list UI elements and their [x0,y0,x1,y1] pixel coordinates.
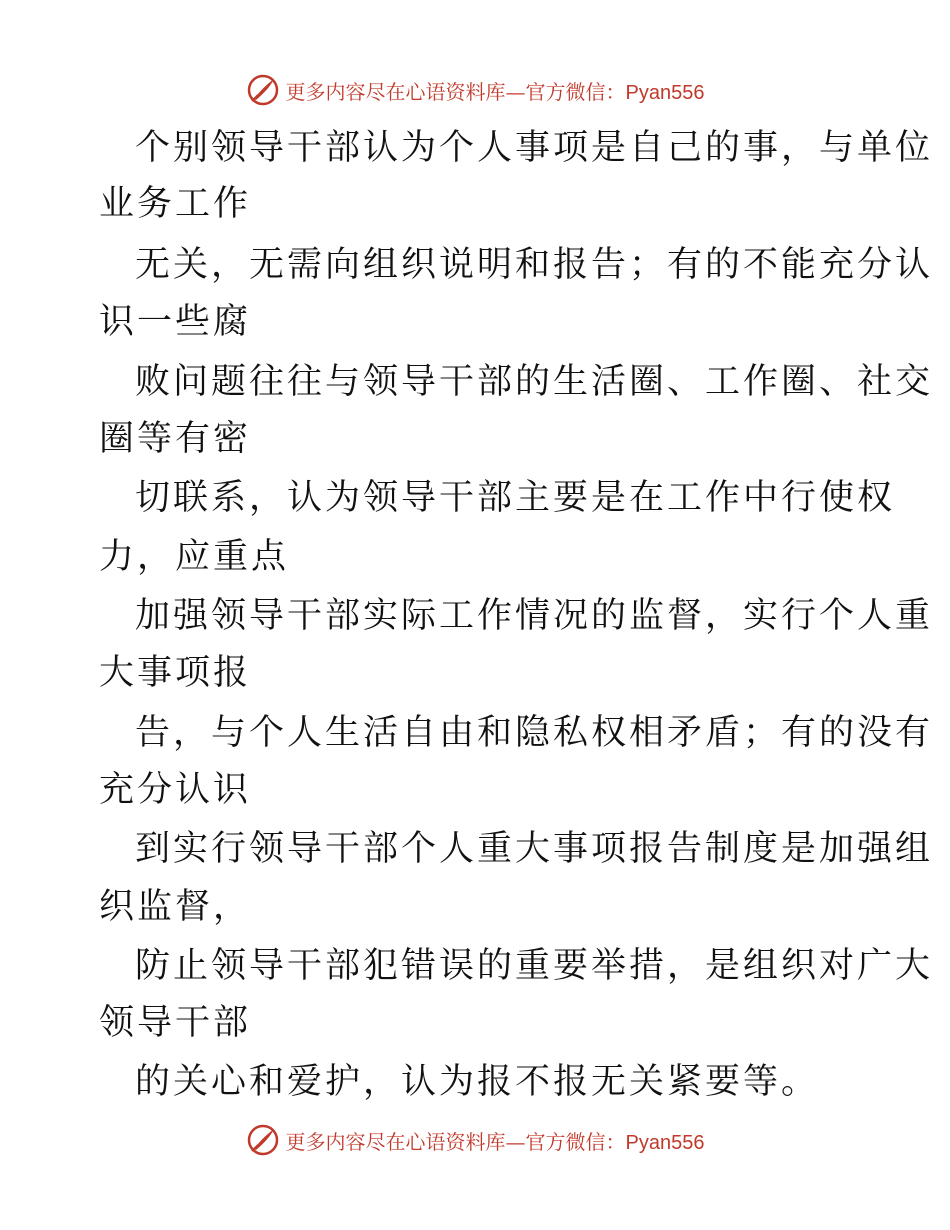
header-banner [0,70,950,110]
text-line: 加强领导干部实际工作情况的监督，实行个人重 [135,596,934,636]
banner-wechat-id: Pyan556 [625,81,705,104]
banner-official-label: 官方微信： [525,1129,626,1154]
banner-dash: — [505,1129,526,1154]
text-line: 大事项报 [99,653,252,693]
text-line: 织监督， [99,887,252,927]
text-line: 领导干部 [99,1003,252,1043]
feather-pen-logo-icon [246,73,280,107]
text-line: 识一些腐 [99,302,252,342]
feather-pen-logo-icon [246,1123,280,1157]
text-line: 败问题往往与领导干部的生活圈、工作圈、社交 [135,362,934,402]
text-line: 无关，无需向组织说明和报告；有的不能充分认 [135,245,934,285]
text-line: 个别领导干部认为个人事项是自己的事，与单位 [135,128,934,168]
banner-text [286,1126,705,1155]
banner-official-label: 官方微信： [525,79,626,104]
text-line: 充分认识 [99,770,252,810]
banner-dash: — [505,79,526,104]
banner-main-text: 更多内容尽在心语资料库 [285,79,506,104]
text-line: 告，与个人生活自由和隐私权相矛盾；有的没有 [135,713,934,753]
text-line: 的关心和爱护，认为报不报无关紧要等。 [135,1062,820,1102]
banner-wechat-id: Pyan556 [625,1131,705,1154]
text-line: 业务工作 [99,184,252,224]
text-line: 到实行领导干部个人重大事项报告制度是加强组 [135,829,934,869]
banner-text [286,76,705,105]
text-line: 切联系，认为领导干部主要是在工作中行使权 [135,478,896,518]
footer-banner [0,1120,950,1160]
banner-main-text: 更多内容尽在心语资料库 [285,1129,506,1154]
text-line: 防止领导干部犯错误的重要举措，是组织对广大 [135,946,934,986]
text-line: 力，应重点 [99,537,290,577]
text-line: 圈等有密 [99,419,252,459]
